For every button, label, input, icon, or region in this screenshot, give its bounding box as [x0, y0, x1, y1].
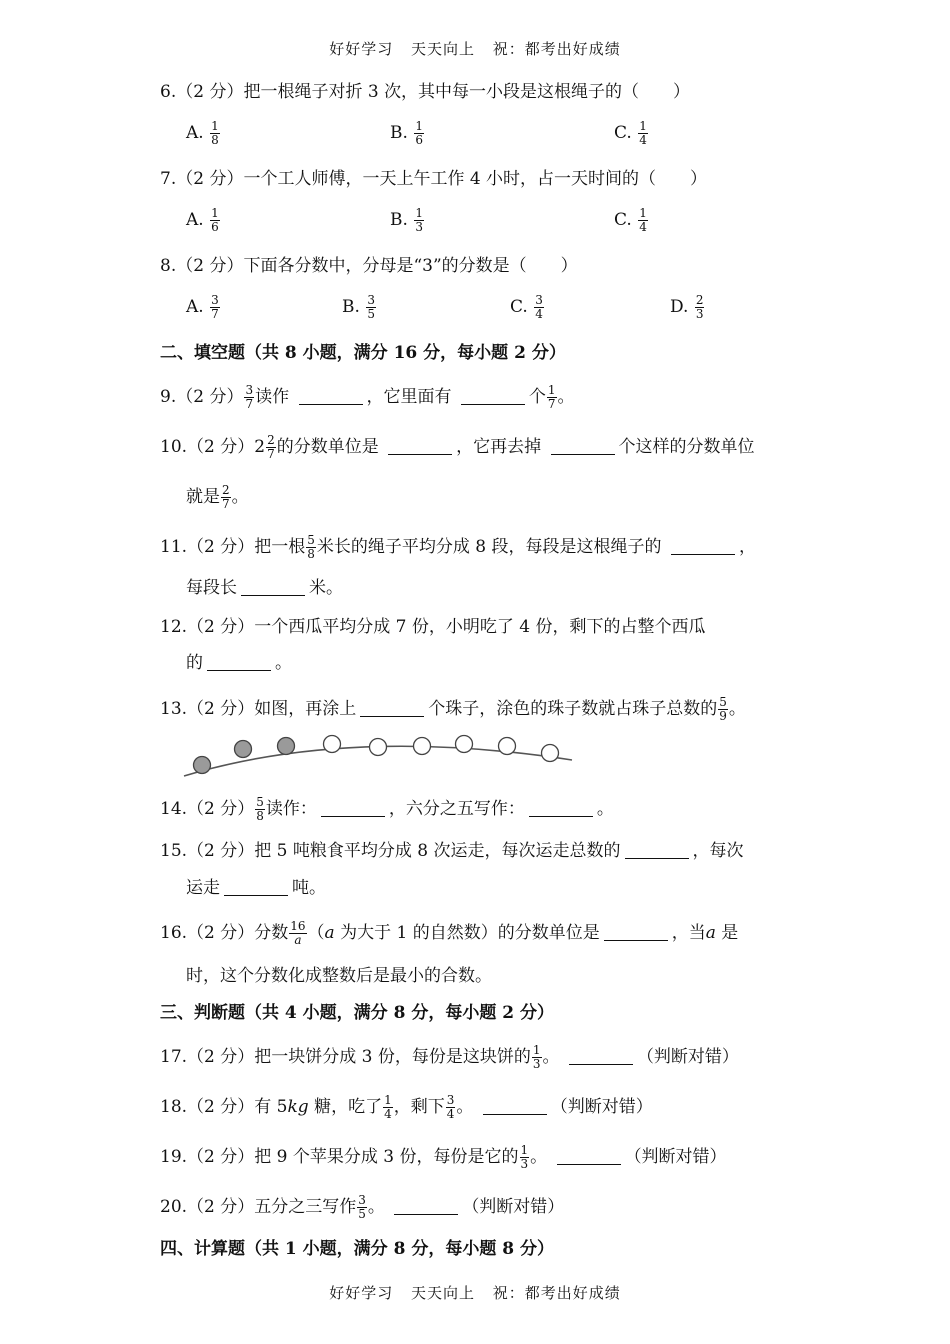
fraction: $\frac{16}{a}$ [290, 919, 306, 947]
q7-option-b: B. $\frac{1}{3}$ [390, 206, 423, 234]
fraction: $\frac{1}{6}$ [211, 206, 219, 234]
question-17: 17.（2 分）把一块饼分成 3 份，每份是这块饼的 $\frac{1}{3}$ 。 （判断对错） [160, 1043, 739, 1071]
bead-empty [542, 745, 559, 762]
answer-blank[interactable] [241, 577, 305, 596]
answer-blank[interactable] [569, 1046, 633, 1065]
fraction: $\frac{1}{3}$ [415, 206, 423, 234]
question-15: 15.（2 分）把 5 吨粮食平均分成 8 次运走，每次运走总数的 ，每次 [160, 841, 744, 861]
answer-blank[interactable] [557, 1146, 621, 1165]
question-6: 6.（2 分）把一根绳子对折 3 次，其中每一小段是这根绳子的（ ） [160, 82, 691, 102]
question-11: 11.（2 分）把一根 $\frac{5}{8}$ 米长的绳子平均分成 8 段，每段是这根绳子的 ， [160, 533, 756, 561]
q6-option-a: A. $\frac{1}{8}$ [186, 119, 219, 147]
answer-blank[interactable] [321, 798, 385, 817]
answer-blank[interactable] [388, 436, 452, 455]
fraction: $\frac{1}{4}$ [639, 119, 647, 147]
fraction: $\frac{5}{9}$ [719, 695, 727, 723]
fraction: $\frac{1}{4}$ [384, 1093, 392, 1121]
question-14: 14.（2 分） $\frac{5}{8}$ 读作： ，六分之五写作： 。 [160, 795, 614, 823]
question-18: 18.（2 分）有 5kg 糖，吃了 $\frac{1}{4}$ ，剩下 $\frac{3}{4}$ 。 （判断对错） [160, 1093, 653, 1121]
bead-empty [456, 736, 473, 753]
q6-option-b: B. $\frac{1}{6}$ [390, 119, 423, 147]
header-left: 好好学习 [329, 40, 394, 58]
q7-option-a: A. $\frac{1}{6}$ [186, 206, 219, 234]
fraction: $\frac{3}{7}$ [211, 293, 219, 321]
fraction: $\frac{2}{7}$ [267, 433, 275, 461]
question-10-cont: 就是 $\frac{2}{7}$ 。 [186, 483, 249, 511]
fraction: $\frac{1}{6}$ [415, 119, 423, 147]
beads-figure [180, 732, 600, 782]
question-7: 7.（2 分）一个工人师傅，一天上午工作 4 小时，占一天时间的（ ） [160, 169, 708, 189]
section-title-fill-in: 二、填空题（共 8 小题，满分 16 分，每小题 2 分） [160, 343, 566, 363]
page-header [0, 38, 950, 59]
question-12: 12.（2 分）一个西瓜平均分成 7 份，小明吃了 4 份，剩下的占整个西瓜 [160, 617, 706, 637]
question-13: 13.（2 分）如图，再涂上 个珠子，涂色的珠子数就占珠子总数的 $\frac{5}{9}$ 。 [160, 695, 746, 723]
bead-filled [235, 741, 252, 758]
bead-empty [414, 738, 431, 755]
q8-option-b: B. $\frac{3}{5}$ [342, 293, 375, 321]
answer-blank[interactable] [604, 922, 668, 941]
footer-right: 祝：都考出好成绩 [492, 1284, 621, 1302]
bead-empty [370, 739, 387, 756]
question-16: 16.（2 分）分数 $\frac{16}{a}$ （a 为大于 1 的自然数）的分数单位是 ，当a 是 [160, 919, 739, 947]
answer-blank[interactable] [671, 536, 735, 555]
question-9: 9.（2 分） $\frac{3}{7}$ 读作 ，它里面有 个 $\frac{1}{7}$ 。 [160, 383, 575, 411]
answer-blank[interactable] [394, 1196, 458, 1215]
fraction: $\frac{5}{8}$ [256, 795, 264, 823]
question-16-cont: 时，这个分数化成整数后是最小的合数。 [186, 966, 492, 986]
q6-option-c: C. $\frac{1}{4}$ [614, 119, 647, 147]
footer-mid: 天天向上 [410, 1284, 475, 1302]
question-11-cont: 每段长 米。 [186, 578, 343, 598]
fraction: $\frac{1}{3}$ [532, 1043, 541, 1071]
question-19: 19.（2 分）把 9 个苹果分成 3 份，每份是它的 $\frac{1}{3}$ 。 （判断对错） [160, 1143, 727, 1171]
bead-filled [194, 757, 211, 774]
fraction: $\frac{3}{5}$ [367, 293, 375, 321]
answer-blank[interactable] [207, 652, 271, 671]
fraction: $\frac{2}{7}$ [222, 483, 230, 511]
fraction: $\frac{3}{7}$ [245, 383, 254, 411]
answer-blank[interactable] [461, 386, 525, 405]
fraction: $\frac{2}{3}$ [695, 293, 704, 321]
answer-blank[interactable] [625, 840, 689, 859]
question-10: 10.（2 分）2 $\frac{2}{7}$ 的分数单位是 ，它再去掉 个这样的分数单位 [160, 433, 755, 461]
answer-blank[interactable] [551, 436, 615, 455]
question-15-cont: 运走 吨。 [186, 878, 326, 898]
section-title-calculation: 四、计算题（共 1 小题，满分 8 分，每小题 8 分） [160, 1239, 554, 1259]
fraction: $\frac{5}{8}$ [307, 533, 315, 561]
fraction: $\frac{3}{4}$ [446, 1093, 455, 1121]
answer-blank[interactable] [483, 1096, 547, 1115]
page-footer [0, 1282, 950, 1303]
question-8: 8.（2 分）下面各分数中，分母是“3”的分数是（ ） [160, 256, 578, 276]
answer-blank[interactable] [224, 877, 288, 896]
bead-empty [499, 738, 516, 755]
question-20: 20.（2 分）五分之三写作 $\frac{3}{5}$ 。 （判断对错） [160, 1193, 565, 1221]
bead-empty [324, 736, 341, 753]
header-right: 祝：都考出好成绩 [492, 40, 621, 58]
answer-blank[interactable] [529, 798, 593, 817]
answer-blank[interactable] [299, 386, 363, 405]
bead-filled [278, 738, 295, 755]
fraction: $\frac{1}{4}$ [639, 206, 647, 234]
answer-blank[interactable] [360, 698, 424, 717]
q8-option-a: A. $\frac{3}{7}$ [186, 293, 219, 321]
footer-left: 好好学习 [329, 1284, 394, 1302]
fraction: $\frac{1}{8}$ [211, 119, 219, 147]
fraction: $\frac{3}{5}$ [358, 1193, 366, 1221]
fraction: $\frac{3}{4}$ [535, 293, 543, 321]
header-mid: 天天向上 [410, 40, 475, 58]
fraction: $\frac{1}{3}$ [520, 1143, 529, 1171]
fraction: $\frac{1}{7}$ [547, 383, 556, 411]
q8-option-c: C. $\frac{3}{4}$ [510, 293, 543, 321]
q8-option-d: D. $\frac{2}{3}$ [670, 293, 704, 321]
question-12-cont: 的 。 [186, 653, 292, 673]
section-title-true-false: 三、判断题（共 4 小题，满分 8 分，每小题 2 分） [160, 1003, 554, 1023]
q7-option-c: C. $\frac{1}{4}$ [614, 206, 647, 234]
